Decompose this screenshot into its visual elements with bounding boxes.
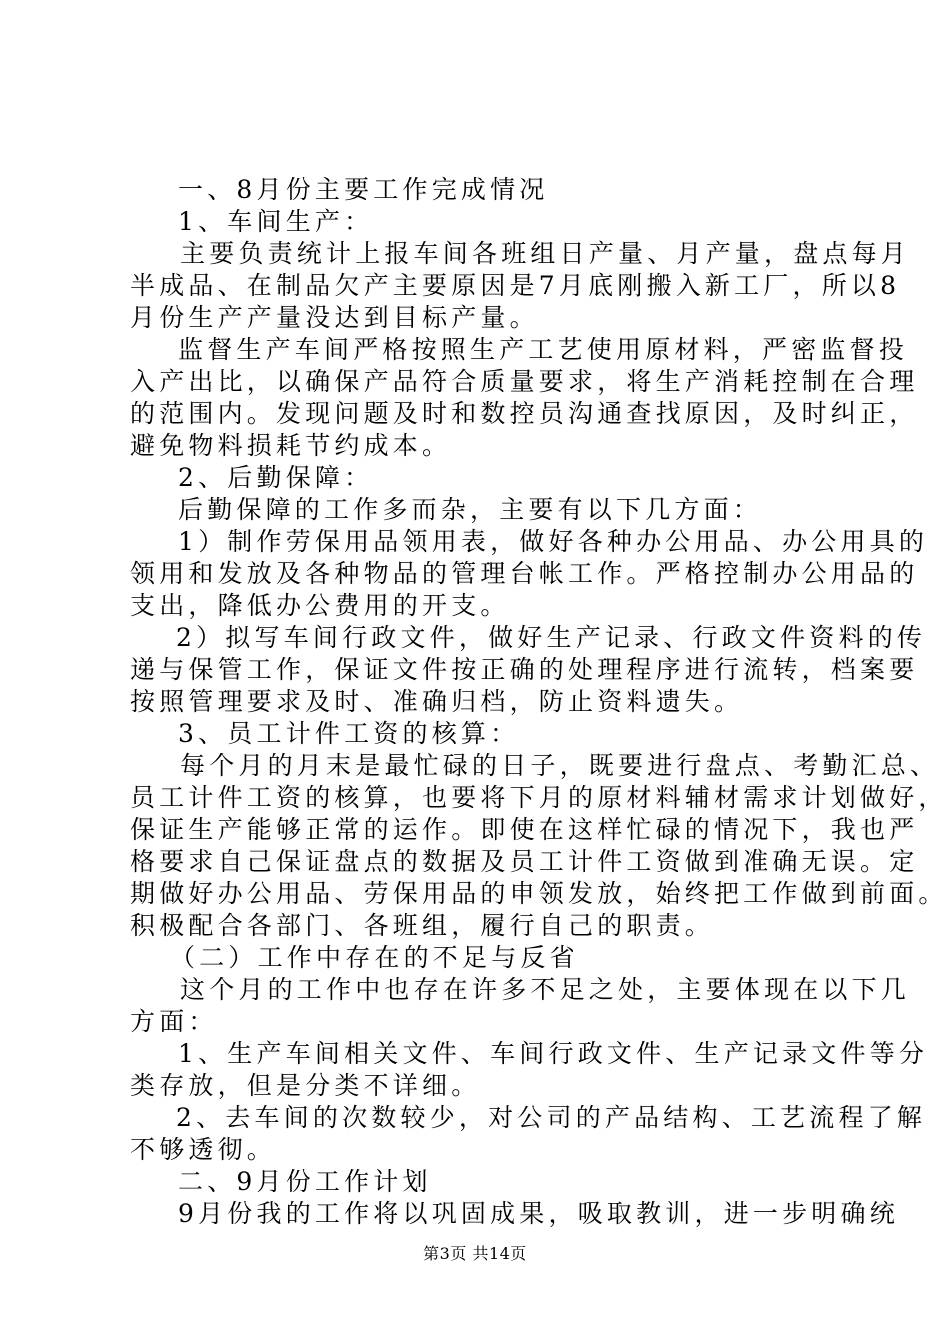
subsection-heading: 1、车间生产：	[178, 207, 374, 236]
paragraph-line: 保证生产能够正常的运作。即使在这样忙碌的情况下，我也严	[130, 815, 919, 844]
paragraph-line: 避免物料损耗节约成本。	[130, 431, 452, 460]
list-item-line: 2）拟写车间行政文件，做好生产记录、行政文件资料的传	[176, 623, 927, 652]
subsection-heading: 3、员工计件工资的核算：	[178, 719, 520, 748]
list-item-line: 不够透彻。	[130, 1135, 277, 1164]
paragraph-line: 9月份我的工作将以巩固成果，吸取教训，进一步明确统	[178, 1199, 899, 1228]
paragraph-line: 期做好办公用品、劳保用品的申领发放，始终把工作做到前面。	[130, 879, 948, 908]
paragraph-line: 监督生产车间严格按照生产工艺使用原材料，严密监督投	[178, 335, 909, 364]
section-heading: 二、9月份工作计划	[178, 1167, 432, 1196]
list-item-line: 按照管理要求及时、准确归档，防止资料遗失。	[130, 687, 744, 716]
paragraph-line: 的范围内。发现问题及时和数控员沟通查找原因，及时纠正，	[130, 399, 919, 428]
list-item-line: 类存放，但是分类不详细。	[130, 1071, 481, 1100]
paragraph-line: 积极配合各部门、各班组，履行自己的职责。	[130, 911, 715, 940]
paragraph-line: 后勤保障的工作多而杂，主要有以下几方面：	[178, 495, 763, 524]
section-heading: （二）工作中存在的不足与反省	[170, 943, 579, 972]
paragraph-line: 入产出比，以确保产品符合质量要求，将生产消耗控制在合理	[130, 367, 919, 396]
paragraph-line: 半成品、在制品欠产主要原因是7月底刚搬入新工厂，所以8	[130, 271, 901, 300]
list-item-line: 2、去车间的次数较少，对公司的产品结构、工艺流程了解	[176, 1103, 927, 1132]
list-item-line: 1、生产车间相关文件、车间行政文件、生产记录文件等分	[178, 1039, 929, 1068]
paragraph-line: 主要负责统计上报车间各班组日产量、月产量，盘点每月	[180, 239, 911, 268]
list-item-line: 领用和发放及各种物品的管理台帐工作。严格控制办公用品的	[130, 559, 919, 588]
section-heading: 一、8月份主要工作完成情况	[178, 175, 549, 204]
paragraph-line: 员工计件工资的核算，也要将下月的原材料辅材需求计划做好，	[130, 783, 948, 812]
list-item-line: 1）制作劳保用品领用表，做好各种办公用品、办公用具的	[178, 527, 929, 556]
paragraph-line: 这个月的工作中也存在许多不足之处，主要体现在以下几	[180, 975, 911, 1004]
list-item-line: 递与保管工作，保证文件按正确的处理程序进行流转，档案要	[130, 655, 919, 684]
paragraph-line: 方面：	[130, 1007, 218, 1036]
subsection-heading: 2、后勤保障：	[178, 463, 374, 492]
paragraph-line: 每个月的月末是最忙碌的日子，既要进行盘点、考勤汇总、	[180, 751, 940, 780]
page-number-footer: 第3页 共14页	[423, 1244, 527, 1263]
list-item-line: 支出，降低办公费用的开支。	[130, 591, 510, 620]
paragraph-line: 格要求自己保证盘点的数据及员工计件工资做到准确无误。定	[130, 847, 919, 876]
paragraph-line: 月份生产产量没达到目标产量。	[130, 303, 539, 332]
